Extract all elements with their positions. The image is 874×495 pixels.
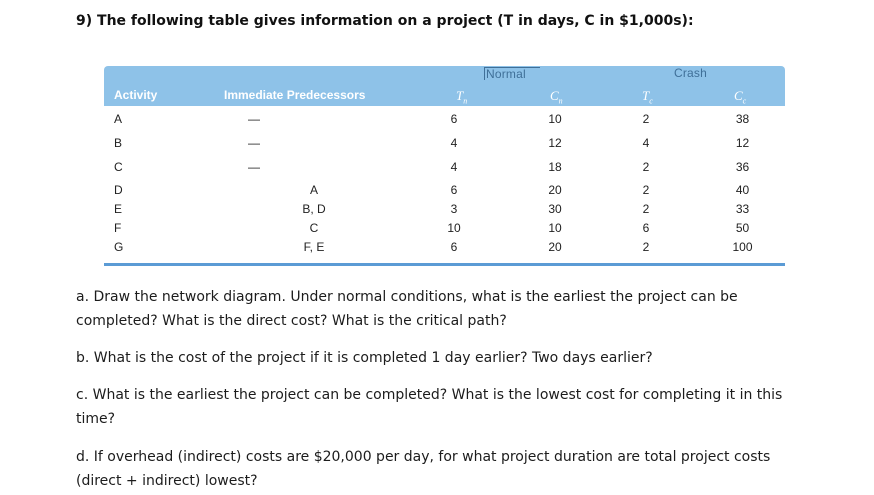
header-tc: $T_c$ [642, 88, 653, 106]
cell-predecessors: — [248, 112, 260, 126]
cell-activity: F [114, 221, 122, 235]
group-crash-label: Crash [674, 66, 708, 80]
question-d-line-1: d. If overhead (indirect) costs are $20,000 per day, for what project duration are total project costs [76, 449, 771, 465]
question-c [76, 383, 836, 431]
cell-predecessors: A [309, 183, 318, 197]
cell-cn: 12 [548, 136, 562, 150]
cell-cc: 40 [735, 183, 750, 197]
cell-tc: 6 [642, 221, 650, 235]
cell-activity: C [114, 160, 123, 174]
cell-activity: G [114, 240, 124, 254]
group-normal-label: Normal [484, 67, 540, 80]
table-row [104, 160, 785, 180]
question-c-line-2: time? [76, 411, 116, 427]
cell-cn: 30 [548, 202, 562, 216]
question-d-line-2: (direct + indirect) lowest? [76, 473, 258, 489]
question-d [76, 445, 836, 493]
cell-predecessors: — [248, 136, 260, 150]
cell-tc: 2 [642, 240, 650, 254]
table-row [104, 202, 785, 222]
cell-cn: 10 [548, 221, 562, 235]
question-b [76, 346, 836, 370]
cell-cc: 50 [735, 221, 750, 235]
question-a-line-2: completed? What is the direct cost? What is the critical path? [76, 313, 507, 329]
cell-cc: 100 [732, 240, 753, 254]
cell-activity: E [114, 202, 123, 216]
cell-activity: A [114, 112, 123, 126]
cell-tn: 3 [450, 202, 458, 216]
cell-tn: 6 [450, 240, 458, 254]
question-b-line: b. What is the cost of the project if it is completed 1 day earlier? Two days earlier? [76, 350, 653, 366]
cell-cc: 33 [735, 202, 750, 216]
table-row [104, 240, 785, 260]
table-row [104, 136, 785, 156]
question-c-line-1: c. What is the earliest the project can be completed? What is the lowest cost for completing it in this [76, 387, 783, 403]
cell-cn: 20 [548, 240, 562, 254]
cell-activity: B [114, 136, 123, 150]
cell-cn: 18 [548, 160, 562, 174]
problem-title: 9) The following table gives information on a project (T in days, C in $1,000s): [76, 13, 694, 29]
cell-predecessors: F, E [303, 240, 325, 254]
cell-tc: 2 [642, 202, 650, 216]
cell-predecessors: C [309, 221, 319, 235]
cell-tc: 2 [642, 112, 650, 126]
question-a-line-1: a. Draw the network diagram. Under normal conditions, what is the earliest the project can be [76, 289, 738, 305]
header-predecessors: Immediate Predecessors [224, 88, 366, 102]
table-row [104, 112, 785, 132]
cell-cn: 20 [548, 183, 562, 197]
cell-tn: 4 [450, 136, 458, 150]
cell-tc: 2 [642, 160, 650, 174]
cell-tn: 6 [450, 112, 458, 126]
cell-cc: 38 [735, 112, 750, 126]
header-cn: $C_n$ [550, 88, 563, 106]
cell-tn: 10 [447, 221, 461, 235]
question-a [76, 285, 836, 333]
header-activity: Activity [114, 88, 158, 102]
cell-cc: 36 [735, 160, 750, 174]
cell-cc: 12 [735, 136, 750, 150]
cell-tn: 4 [450, 160, 458, 174]
cell-predecessors: B, D [302, 202, 326, 216]
cell-tc: 2 [642, 183, 650, 197]
cell-cn: 10 [548, 112, 562, 126]
cell-tn: 6 [450, 183, 458, 197]
cell-predecessors: — [248, 160, 260, 174]
header-tn: $T_n$ [456, 88, 468, 106]
cell-activity: D [114, 183, 123, 197]
header-cc: $C_c$ [734, 88, 747, 106]
table-row [104, 221, 785, 241]
cell-tc: 4 [642, 136, 650, 150]
table-row [104, 183, 785, 203]
table-bottom-rule [104, 263, 785, 266]
